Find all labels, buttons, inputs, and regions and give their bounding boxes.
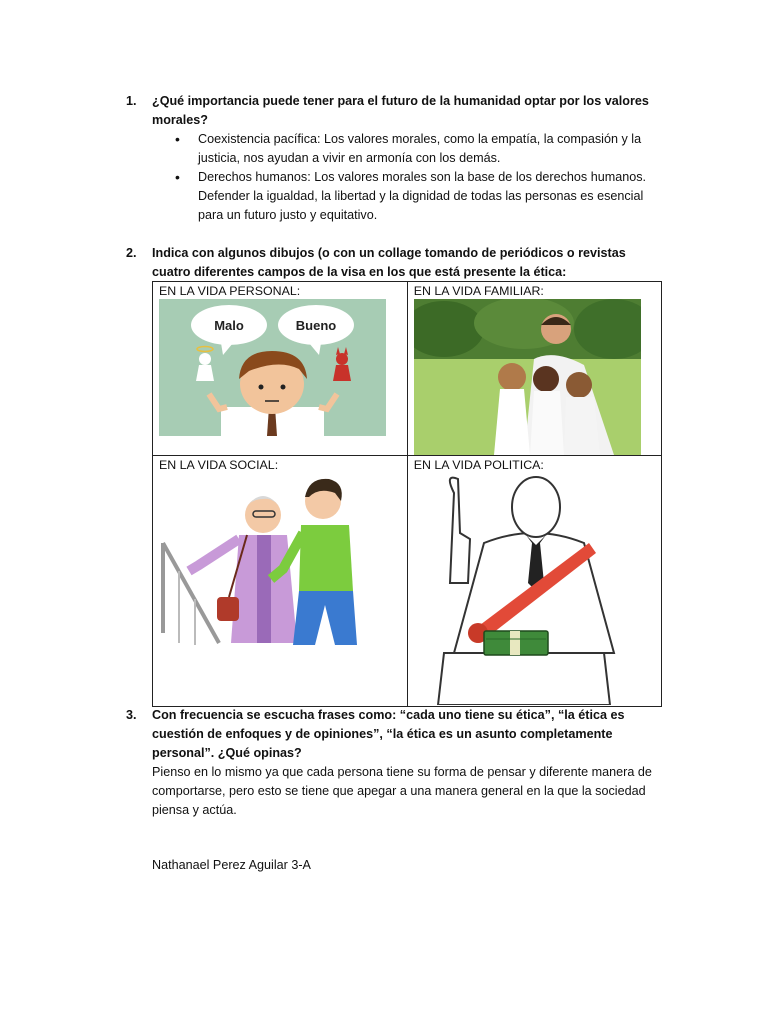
ballot-box-icon: [438, 653, 610, 705]
question-1: [126, 92, 666, 225]
cell-label-personal: EN LA VIDA PERSONAL:: [159, 284, 301, 298]
ethics-collage-table: [152, 281, 662, 707]
question-3: [126, 706, 666, 820]
cell-label-family: EN LA VIDA FAMILIAR:: [413, 284, 544, 298]
question-3-text: Con frecuencia se escucha frases como: “cada uno tiene su ética”, “la ética es cuestión de enfoques y de opiniones”, “la ética es un asunto completamente personal”. ¿Qué opinas?: [152, 708, 625, 760]
question-2: [126, 244, 666, 282]
money-stack-icon: [484, 631, 548, 655]
family-life-image: [414, 299, 641, 455]
bullet-item: • Coexistencia pacífica: Los valores morales, como la empatía, la compasión y la justicia, nos ayudan a vivir en armonía con los demás.: [126, 130, 666, 168]
cell-social: [153, 456, 408, 707]
personal-life-image: [159, 299, 386, 436]
social-life-image: [159, 473, 383, 651]
student-signature: Nathanael Perez Aguilar 3-A: [152, 858, 311, 872]
question-1-number: 1.: [126, 94, 137, 108]
question-3-answer: Pienso en lo mismo ya que cada persona tiene su forma de pensar y diferente manera de comportarse, pero esto se tiene que apegar a una manera general en la que la sociedad piensa y actúa.: [152, 765, 652, 817]
cell-personal: [153, 282, 408, 456]
bullet-item: • Derechos humanos: Los valores morales son la base de los derechos humanos. Defender la igualdad, la libertad y la dignidad de todas las personas es esencial para un futuro justo y equitativo.: [126, 168, 666, 225]
bubble-malo: Malo: [214, 318, 244, 333]
cell-label-social: EN LA VIDA SOCIAL:: [159, 458, 279, 472]
cell-family: [407, 282, 661, 456]
cell-politics: [407, 456, 661, 707]
cell-label-politics: EN LA VIDA POLITICA:: [413, 458, 544, 472]
political-life-image: [414, 473, 638, 705]
question-1-bullets: [126, 130, 666, 225]
question-3-number: 3.: [126, 708, 137, 722]
bubble-bueno: Bueno: [295, 318, 337, 333]
question-1-text: ¿Qué importancia puede tener para el futuro de la humanidad optar por los valores morales?: [152, 94, 649, 127]
question-2-number: 2.: [126, 246, 137, 260]
question-2-text: Indica con algunos dibujos (o con un collage tomando de periódicos o revistas cuatro diferentes campos de la visa en los que está presente la ética:: [152, 246, 626, 279]
